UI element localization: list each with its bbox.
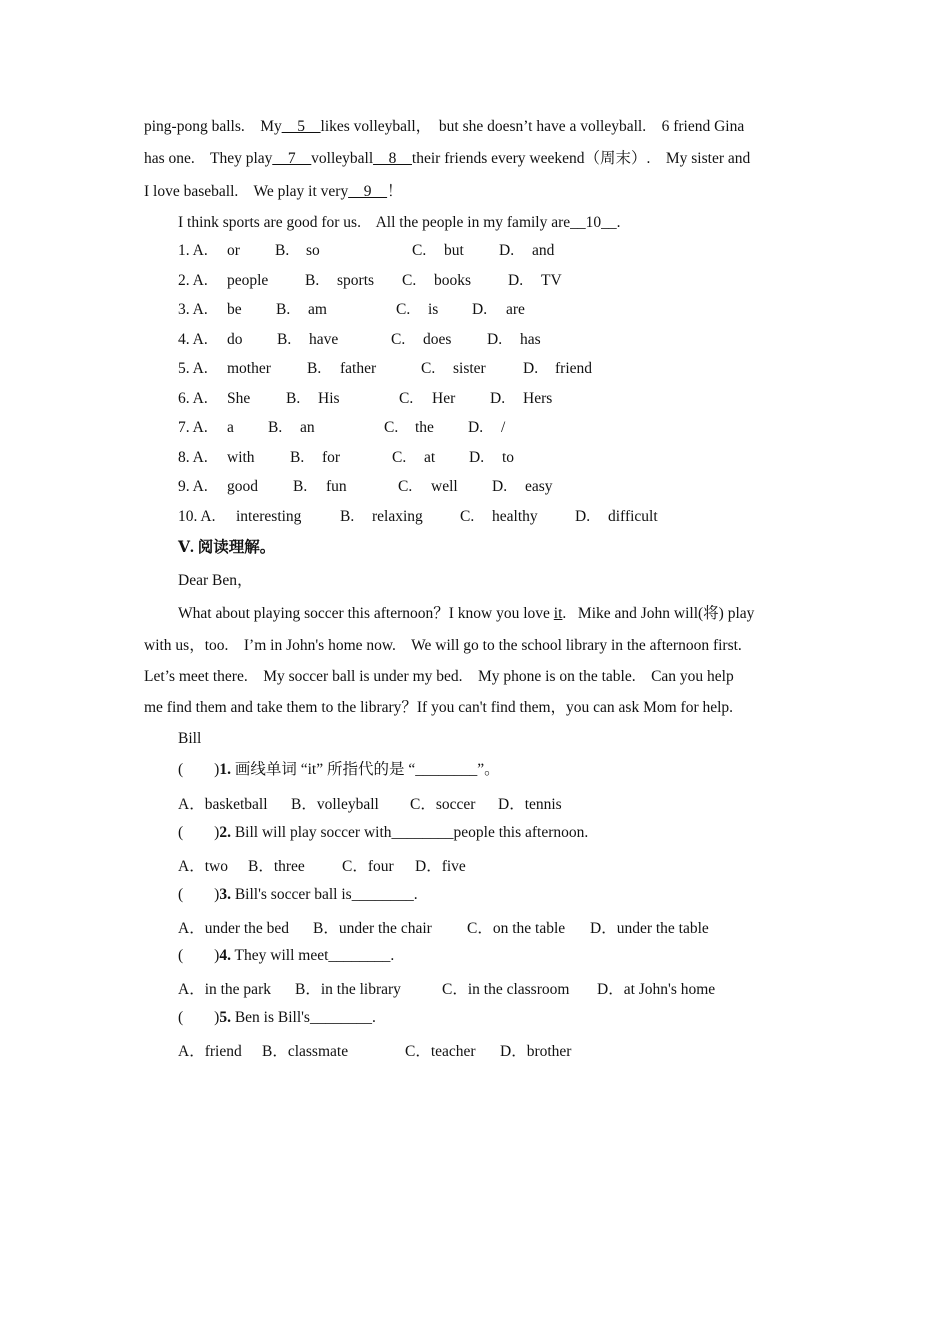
answer-option: D．at John's home bbox=[597, 981, 716, 998]
option-letter: C. bbox=[402, 272, 417, 289]
section-heading: Ⅴ. 阅读理解。 bbox=[178, 539, 276, 556]
option-text: to bbox=[502, 449, 515, 466]
answer-option: C．in the classroom bbox=[442, 981, 570, 998]
passage-line-2 bbox=[144, 149, 750, 169]
option-text: TV bbox=[541, 272, 562, 289]
question-stem bbox=[178, 885, 418, 905]
option-text: am bbox=[308, 301, 327, 318]
letter-text: What about playing soccer this afternoon？I know you love bbox=[178, 605, 554, 622]
option-letter: B. bbox=[307, 360, 322, 377]
answer-bracket[interactable]: ( ) bbox=[178, 886, 220, 903]
option-text: well bbox=[431, 478, 458, 495]
option-text: relaxing bbox=[372, 508, 423, 525]
option-letter: B. bbox=[275, 242, 290, 259]
option-letter: C. bbox=[460, 508, 475, 525]
question-number: 4. bbox=[219, 947, 231, 964]
answer-option: D．five bbox=[415, 858, 466, 875]
blank-8: __8__ bbox=[373, 150, 412, 167]
option-letter: B. bbox=[290, 449, 305, 466]
option-letter: D. bbox=[490, 390, 506, 407]
question-number: 2. bbox=[219, 824, 231, 841]
option-letter: B. bbox=[268, 419, 283, 436]
option-text: or bbox=[227, 242, 240, 259]
question-number: 2. A. bbox=[178, 272, 208, 289]
passage-text: their friends every weekend（周末）. My sister and bbox=[411, 150, 751, 167]
question-text: Bill will play soccer with________people this afternoon. bbox=[230, 824, 589, 841]
letter-signature: Bill bbox=[178, 730, 202, 747]
passage-line-4: I think sports are good for us. All the people in my family are__10__. bbox=[178, 214, 621, 231]
question-number: 3. A. bbox=[178, 301, 208, 318]
option-text: are bbox=[506, 301, 525, 318]
question-number: 5. A. bbox=[178, 360, 208, 377]
option-text: a bbox=[227, 419, 234, 436]
option-letter: B. bbox=[340, 508, 355, 525]
question-number: 5. bbox=[219, 1009, 231, 1026]
option-text: people bbox=[227, 272, 269, 289]
option-text: good bbox=[227, 478, 258, 495]
option-text: with bbox=[227, 449, 255, 466]
option-text: at bbox=[424, 449, 436, 466]
blank-7: __7__ bbox=[272, 150, 312, 167]
option-text: have bbox=[309, 331, 339, 348]
answer-option: B．three bbox=[248, 858, 305, 875]
passage-line-3 bbox=[144, 182, 402, 202]
option-text: His bbox=[318, 390, 340, 407]
question-stem bbox=[178, 1008, 376, 1028]
question-number: 4. A. bbox=[178, 331, 208, 348]
option-text: and bbox=[532, 242, 555, 259]
passage-text: likes volleyball， but she doesn’t have a volleyball. 6 friend Gina bbox=[320, 118, 745, 135]
question-number: 1. bbox=[219, 761, 231, 778]
letter-text: . Mike and John will(将) play bbox=[562, 605, 755, 622]
question-number: 1. A. bbox=[178, 242, 208, 259]
passage-text: ！ bbox=[386, 183, 403, 200]
option-letter: D. bbox=[469, 449, 485, 466]
option-text: She bbox=[227, 390, 251, 407]
option-text: so bbox=[306, 242, 320, 259]
letter-line-3: Let’s meet there. My soccer ball is under my bed. My phone is on the table. Can you help bbox=[144, 668, 734, 685]
option-text: an bbox=[300, 419, 315, 436]
answer-option: C．soccer bbox=[410, 796, 476, 813]
option-letter: B. bbox=[293, 478, 308, 495]
passage-text: I love baseball. We play it very bbox=[144, 183, 349, 200]
answer-option: A．two bbox=[178, 858, 228, 875]
option-letter: C. bbox=[398, 478, 413, 495]
answer-option: B．under the chair bbox=[313, 920, 432, 937]
answer-option: C．teacher bbox=[405, 1043, 476, 1060]
question-number: 8. A. bbox=[178, 449, 208, 466]
question-text: They will meet________. bbox=[230, 947, 395, 964]
question-text: Ben is Bill's________. bbox=[230, 1009, 376, 1026]
answer-bracket[interactable]: ( ) bbox=[178, 947, 220, 964]
answer-option: A．friend bbox=[178, 1043, 242, 1060]
answer-option: B．volleyball bbox=[291, 796, 379, 813]
option-letter: B. bbox=[277, 331, 292, 348]
option-letter: D. bbox=[499, 242, 515, 259]
option-text: father bbox=[340, 360, 377, 377]
option-text: has bbox=[520, 331, 541, 348]
option-text: sister bbox=[453, 360, 486, 377]
question-number: 10. A. bbox=[178, 508, 216, 525]
answer-option: B．classmate bbox=[262, 1043, 349, 1060]
answer-option: D．tennis bbox=[498, 796, 562, 813]
option-text: Hers bbox=[523, 390, 553, 407]
option-text: fun bbox=[326, 478, 347, 495]
answer-option: B．in the library bbox=[295, 981, 401, 998]
option-text: sports bbox=[337, 272, 375, 289]
question-number: 7. A. bbox=[178, 419, 208, 436]
answer-option: D．under the table bbox=[590, 920, 709, 937]
answer-bracket[interactable]: ( ) bbox=[178, 1009, 220, 1026]
option-letter: D. bbox=[575, 508, 591, 525]
option-text: friend bbox=[555, 360, 593, 377]
underlined-it: it bbox=[553, 605, 563, 622]
passage-text: ping-pong balls. My bbox=[144, 118, 282, 135]
letter-line-1 bbox=[178, 604, 754, 624]
question-stem bbox=[178, 823, 588, 843]
answer-option: A．under the bed bbox=[178, 920, 290, 937]
option-letter: C. bbox=[392, 449, 407, 466]
letter-line-4: me find them and take them to the library？If you can't find them，you can ask Mom for help. bbox=[144, 699, 734, 716]
question-number: 3. bbox=[219, 886, 231, 903]
option-letter: C. bbox=[399, 390, 414, 407]
answer-bracket[interactable]: ( ) bbox=[178, 761, 220, 778]
option-text: Her bbox=[432, 390, 456, 407]
option-text: easy bbox=[525, 478, 553, 495]
option-letter: C. bbox=[421, 360, 436, 377]
option-letter: C. bbox=[412, 242, 427, 259]
answer-option: C．four bbox=[342, 858, 394, 875]
option-letter: C. bbox=[384, 419, 399, 436]
option-letter: D. bbox=[472, 301, 488, 318]
question-stem bbox=[178, 946, 394, 966]
option-text: be bbox=[227, 301, 242, 318]
letter-line-2: with us，too. I’m in John's home now. We will go to the school library in the afternoon first. bbox=[144, 637, 742, 654]
answer-option: C．on the table bbox=[467, 920, 566, 937]
answer-bracket[interactable]: ( ) bbox=[178, 824, 220, 841]
option-text: does bbox=[423, 331, 452, 348]
option-text: the bbox=[415, 419, 434, 436]
option-letter: D. bbox=[508, 272, 524, 289]
option-letter: D. bbox=[523, 360, 539, 377]
option-letter: C. bbox=[391, 331, 406, 348]
passage-text: volleyball bbox=[311, 150, 374, 167]
option-text: difficult bbox=[608, 508, 658, 525]
option-letter: D. bbox=[487, 331, 503, 348]
answer-option: D．brother bbox=[500, 1043, 572, 1060]
question-stem bbox=[178, 760, 500, 780]
option-text: is bbox=[428, 301, 439, 318]
option-text: do bbox=[227, 331, 243, 348]
option-letter: D. bbox=[468, 419, 484, 436]
answer-option: A．basketball bbox=[178, 796, 268, 813]
option-letter: C. bbox=[396, 301, 411, 318]
letter-salutation: Dear Ben， bbox=[178, 572, 253, 589]
option-text: mother bbox=[227, 360, 271, 377]
question-text: Bill's soccer ball is________. bbox=[230, 886, 418, 903]
option-letter: B. bbox=[305, 272, 320, 289]
blank-5: __5__ bbox=[281, 118, 321, 135]
question-text: 画线单词 “it” 所指代的是 “________”。 bbox=[230, 761, 500, 778]
option-text: but bbox=[444, 242, 464, 259]
question-number: 9. A. bbox=[178, 478, 208, 495]
passage-line-1 bbox=[144, 117, 744, 137]
option-letter: B. bbox=[276, 301, 291, 318]
option-letter: B. bbox=[286, 390, 301, 407]
question-number: 6. A. bbox=[178, 390, 208, 407]
passage-text: has one. They play bbox=[144, 150, 273, 167]
answer-option: A．in the park bbox=[178, 981, 271, 998]
option-text: interesting bbox=[236, 508, 302, 525]
option-text: for bbox=[322, 449, 341, 466]
option-letter: D. bbox=[492, 478, 508, 495]
option-text: healthy bbox=[492, 508, 538, 525]
option-text: / bbox=[501, 419, 506, 436]
blank-9: __9__ bbox=[348, 183, 387, 200]
option-text: books bbox=[434, 272, 472, 289]
